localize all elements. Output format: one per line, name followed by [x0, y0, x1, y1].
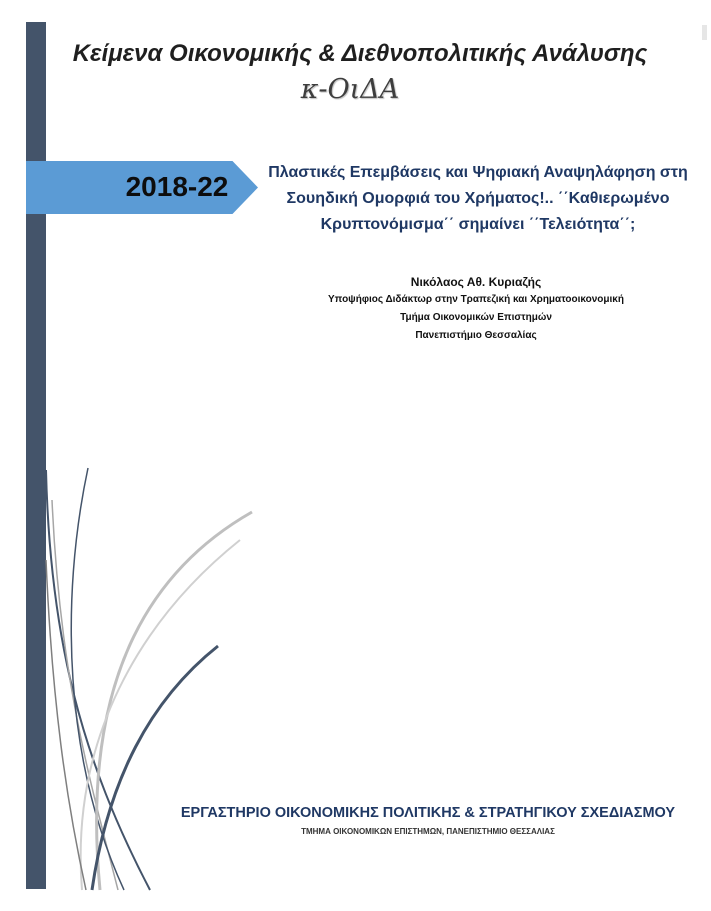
paper-number: 2018-22 [125, 171, 229, 202]
series-title: Κείμενα Οικονομικής & Διεθνοπολιτικής Ανάλυσης [72, 40, 648, 67]
author-university: Πανεπιστήμιο Θεσσαλίας [415, 330, 537, 341]
footer-department: ΤΜΗΜΑ ΟΙΚΟΝΟΜΙΚΩΝ ΕΠΙΣΤΗΜΩΝ, ΠΑΝΕΠΙΣΤΗΜΙΟ ΘΕΣΣΑΛΙΑΣ [301, 827, 555, 836]
author-position: Υποψήφιος Διδάκτωρ στην Τραπεζική και Χρηματοοικονομική [328, 294, 624, 305]
author-department: Τμήμα Οικονομικών Επιστημών [400, 312, 552, 323]
series-acronym: κ-ΟιΔΑ [300, 74, 400, 105]
paper-title: Πλαστικές Επεμβάσεις και Ψηφιακή Αναψηλάφηση στη Σουηδική Ομορφιά του Χρήματος!.. ΄΄Καθιερωμένο Κρυπτονόμισμα΄΄ σημαίνει ΄΄Τελειότητα΄΄; [268, 164, 688, 233]
lab-name: ΕΡΓΑΣΤΗΡΙΟ ΟΙΚΟΝΟΜΙΚΗΣ ΠΟΛΙΤΙΚΗΣ & ΣΤΡΑΤΗΓΙΚΟΥ ΣΧΕΔΙΑΣΜΟΥ [180, 805, 676, 821]
author-name: Νικόλαος Αθ. Κυριαζής [410, 275, 542, 289]
